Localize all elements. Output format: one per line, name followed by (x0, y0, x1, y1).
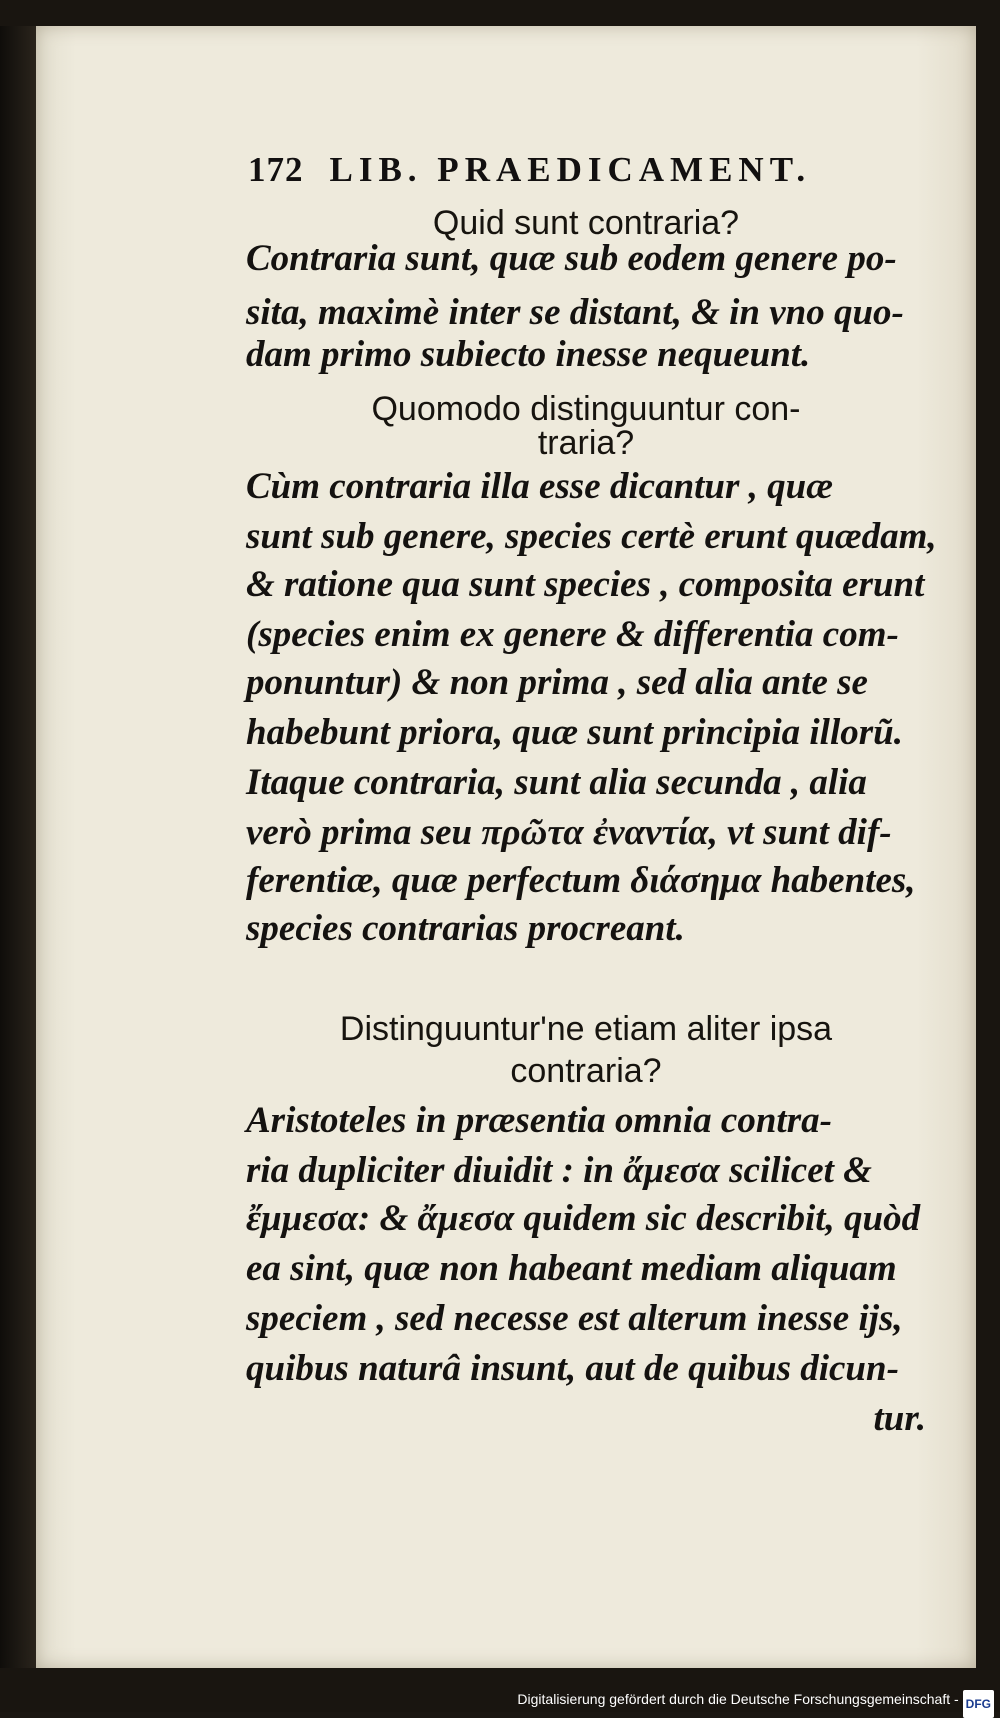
digitization-credit-bar (0, 1686, 1000, 1712)
question-2-line-1: Quomodo distinguuntur con- (371, 390, 801, 428)
question-3-line-2: contraria? (510, 1052, 662, 1090)
answer-2-line-10: species contrarias procreant. (246, 908, 685, 949)
answer-1-line-2: sita, maximè inter se distant, & in vno quo- (246, 292, 904, 333)
question-3-line-1: Distinguuntur'ne etiam aliter ipsa (339, 1010, 833, 1048)
dfg-logo: DFG (963, 1690, 994, 1718)
answer-2-line-8: verò prima seu πρῶτα ἐναντία, vt sunt dif- (246, 812, 892, 853)
answer-2-line-5: ponuntur) & non prima , sed alia ante se (246, 662, 868, 703)
funding-credit-text: Digitalisierung gefördert durch die Deutsche Forschungsgemeinschaft - (517, 1691, 959, 1707)
question-2-line-2: traria? (537, 424, 635, 462)
answer-3-line-5: speciem , sed necesse est alterum inesse ijs, (246, 1298, 903, 1339)
answer-2-line-9: ferentiæ, quæ perfectum διάσημα habentes, (246, 860, 916, 901)
answer-1-line-3: dam primo subiecto inesse nequeunt. (246, 334, 811, 375)
answer-2-line-2: sunt sub genere, species certè erunt quædam, (246, 516, 937, 557)
answer-2-line-4: (species enim ex genere & differentia com- (246, 614, 899, 655)
answer-3-line-6: quibus naturâ insunt, aut de quibus dicun- (246, 1348, 899, 1389)
answer-3-line-1: Aristoteles in præsentia omnia contra- (246, 1100, 832, 1141)
answer-1-line-1: Contraria sunt, quæ sub eodem genere po- (246, 238, 897, 279)
book-spine-edge (0, 26, 36, 1668)
answer-2-line-6: habebunt priora, quæ sunt principia illorũ. (246, 712, 903, 753)
question-1: Quid sunt contraria? (432, 204, 740, 242)
answer-3-line-2: ria dupliciter diuidit : in ἄμεσα scilicet & (246, 1150, 872, 1191)
answer-3-line-3: ἔμμεσα: & ἄμεσα quidem sic describit, quòd (246, 1198, 921, 1239)
answer-3-line-4: ea sint, quæ non habeant mediam aliquam (246, 1248, 897, 1289)
page-number: 172 (248, 150, 304, 189)
running-header (248, 150, 928, 190)
answer-2-line-1: Cùm contraria illa esse dicantur , quæ (246, 466, 833, 507)
answer-2-line-7: Itaque contraria, sunt alia secunda , alia (246, 762, 867, 803)
answer-2-line-3: & ratione qua sunt species , composita erunt (246, 564, 925, 605)
running-head-title: LIB. PRAEDICAMENT. (329, 150, 812, 189)
answer-3-line-7: tur. (873, 1398, 926, 1439)
